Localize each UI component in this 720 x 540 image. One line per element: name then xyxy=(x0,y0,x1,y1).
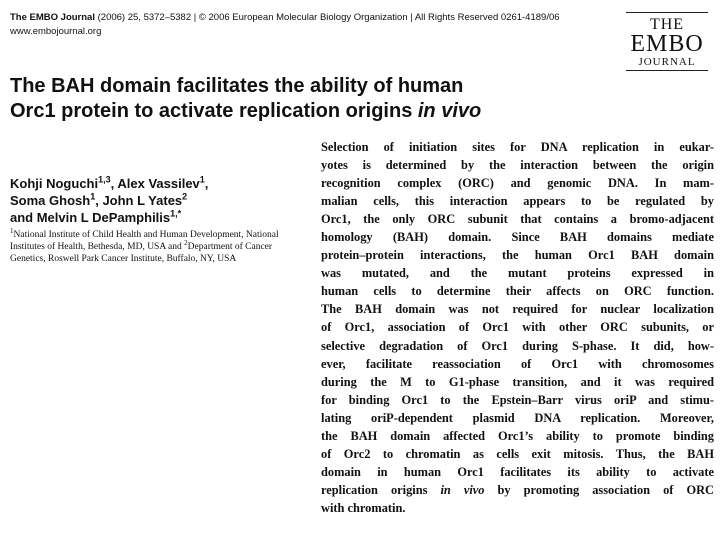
title-line-1: The BAH domain facilitates the ability of human xyxy=(10,75,464,97)
journal-citation xyxy=(10,12,610,23)
abstract-line: was mutated, and the mutant proteins expressed in xyxy=(321,266,714,281)
author-name: John L Yates xyxy=(102,193,183,208)
author-name: and Melvin L DePamphilis xyxy=(10,210,171,225)
abstract-line: during the M to G1-phase transition, and it was required xyxy=(321,374,714,389)
article-title xyxy=(10,74,630,124)
title-line-2: Orc1 protein to activate replication origins xyxy=(10,100,418,122)
author-name: Kohji Noguchi xyxy=(10,176,99,191)
abstract-italic: in vivo xyxy=(440,482,485,497)
abstract-line: ever, facilitate reassociation of Orc1 with chromosomes xyxy=(321,356,714,371)
abstract-text: by promoting association of ORC xyxy=(484,482,714,497)
abstract xyxy=(321,138,714,517)
abstract-line xyxy=(321,481,714,499)
abstract-line: human cells to determine their affects on ORC function. xyxy=(321,284,714,299)
abstract-line: recognition complex (ORC) and genomic DNA. In mam- xyxy=(321,176,714,191)
logo-line-embo: EMBO xyxy=(630,31,704,57)
abstract-line: for binding Orc1 to the Epstein–Barr virus oriP and stimu- xyxy=(321,392,714,407)
abstract-line: lating oriP-dependent plasmid DNA replication. Moreover, xyxy=(321,410,714,425)
abstract-line: yotes is determined by the interaction between the origin xyxy=(321,158,714,173)
affiliation-text: National Institute of Child Health and Human Development, National Institutes of Health, Bethesda, MD, USA and xyxy=(10,230,279,252)
abstract-line: of Orc2 to chromatin as cells exit mitosis. Thus, the BAH xyxy=(321,446,714,461)
embo-journal-logo xyxy=(626,12,708,71)
article-header xyxy=(10,12,610,37)
journal-name: The EMBO Journal xyxy=(10,12,95,23)
journal-url[interactable]: www.embojournal.org xyxy=(10,26,102,37)
author-separator: , xyxy=(95,193,103,208)
author-affiliation-sup: 1,3 xyxy=(98,174,111,185)
affiliation-sup: 2 xyxy=(184,238,188,247)
logo-line-the: THE xyxy=(649,16,685,33)
title-italic: in vivo xyxy=(417,100,482,122)
abstract-line: with chromatin. xyxy=(321,500,406,515)
abstract-line: Selection of initiation sites for DNA replication in eukar- xyxy=(321,140,714,154)
abstract-line: domain in human Orc1 facilitates its ability to activate xyxy=(321,464,714,479)
affiliations xyxy=(10,226,310,265)
corresponding-author-asterisk-icon: * xyxy=(177,208,182,219)
abstract-line: malian cells, this interaction appears to be regulated by xyxy=(321,194,714,209)
logo-line-journal: JOURNAL xyxy=(638,56,696,68)
abstract-text: replication origins xyxy=(321,482,441,497)
abstract-line: the BAH domain affected Orc1’s ability to promote binding xyxy=(321,428,714,443)
abstract-line: protein–protein interactions, the human Orc1 BAH domain xyxy=(321,248,714,263)
abstract-line: Orc1, the only ORC subunit that contains a bromo-adjacent xyxy=(321,212,714,227)
abstract-line: homology (BAH) domain. Since BAH domains mediate xyxy=(321,230,714,245)
affiliation-sup: 1 xyxy=(10,226,14,235)
author-affiliation-sup xyxy=(170,209,181,219)
abstract-line: of Orc1, association of Orc1 with other ORC subunits, or xyxy=(321,320,714,335)
author-list xyxy=(10,175,310,226)
author-affiliation-sup: 2 xyxy=(182,191,188,202)
author-separator: , xyxy=(204,176,209,191)
citation-details: (2006) 25, 5372–5382 | © 2006 European Molecular Biology Organization | All Rights Reserved 0261-4189/06 xyxy=(94,12,560,23)
author-name: Alex Vassilev xyxy=(117,176,200,191)
author-affiliation-sup-text: 1, xyxy=(170,208,178,219)
affiliation-text: Department of Cancer Genetics, Roswell Park Cancer Institute, Buffalo, NY, USA xyxy=(10,242,273,264)
abstract-line: The BAH domain was not required for nuclear localization xyxy=(321,302,714,317)
author-separator: , xyxy=(110,176,118,191)
abstract-line: selective degradation of Orc1 during S-phase. It did, how- xyxy=(321,338,714,353)
author-affiliation-sup: 1 xyxy=(90,191,96,202)
author-name: Soma Ghosh xyxy=(10,193,91,208)
author-affiliation-sup: 1 xyxy=(199,174,205,185)
